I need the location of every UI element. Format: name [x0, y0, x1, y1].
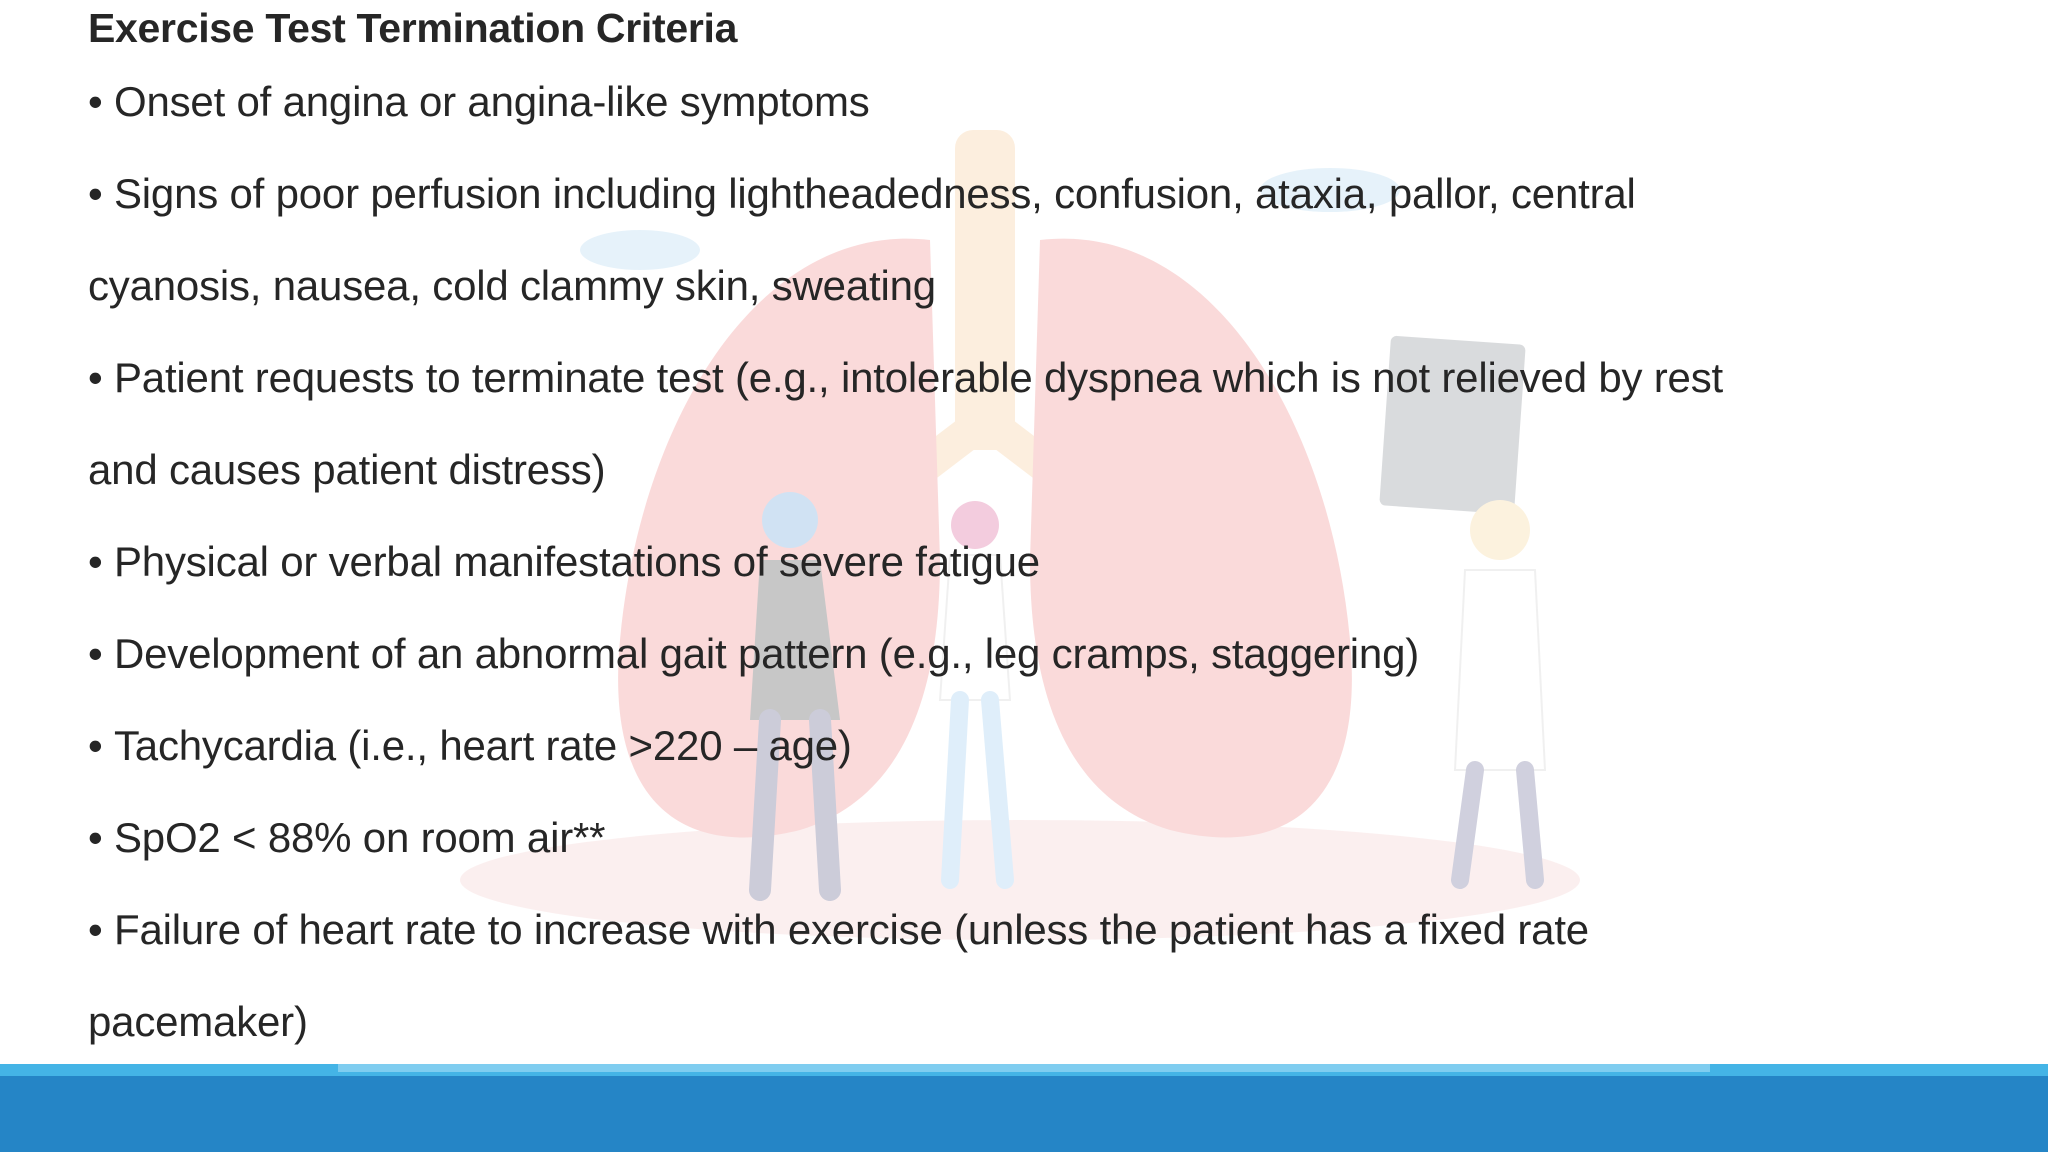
criteria-item: • SpO2 < 88% on room air**: [88, 792, 2008, 884]
criteria-item: • Physical or verbal manifestations of severe fatigue: [88, 516, 2008, 608]
criteria-item: • Signs of poor perfusion including lightheadedness, confusion, ataxia, pallor, central: [88, 148, 2008, 240]
criteria-item: • Tachycardia (i.e., heart rate >220 – age): [88, 700, 2008, 792]
slide-title: Exercise Test Termination Criteria: [88, 5, 738, 51]
criteria-item: • Development of an abnormal gait pattern (e.g., leg cramps, staggering): [88, 608, 2008, 700]
criteria-item-continuation: [88, 240, 2008, 332]
criteria-item-continuation-text: pacemaker): [88, 998, 308, 1045]
criteria-item: • Failure of heart rate to increase with exercise (unless the patient has a fixed rate: [88, 884, 2008, 976]
slide-content: [88, 0, 2008, 1068]
criteria-item: • Onset of angina or angina-like symptoms: [88, 56, 2008, 148]
criteria-item-continuation: [88, 424, 2008, 516]
footer-bar: [0, 1076, 2048, 1152]
criteria-item-continuation-text: and causes patient distress): [88, 446, 606, 493]
criteria-list: [88, 56, 2008, 1068]
criteria-item-continuation: [88, 976, 2008, 1068]
footer-accent-highlight: [338, 1064, 1710, 1072]
criteria-item: • Patient requests to terminate test (e.g., intolerable dyspnea which is not relieved by rest: [88, 332, 2008, 424]
criteria-item-continuation-text: cyanosis, nausea, cold clammy skin, sweating: [88, 262, 936, 309]
